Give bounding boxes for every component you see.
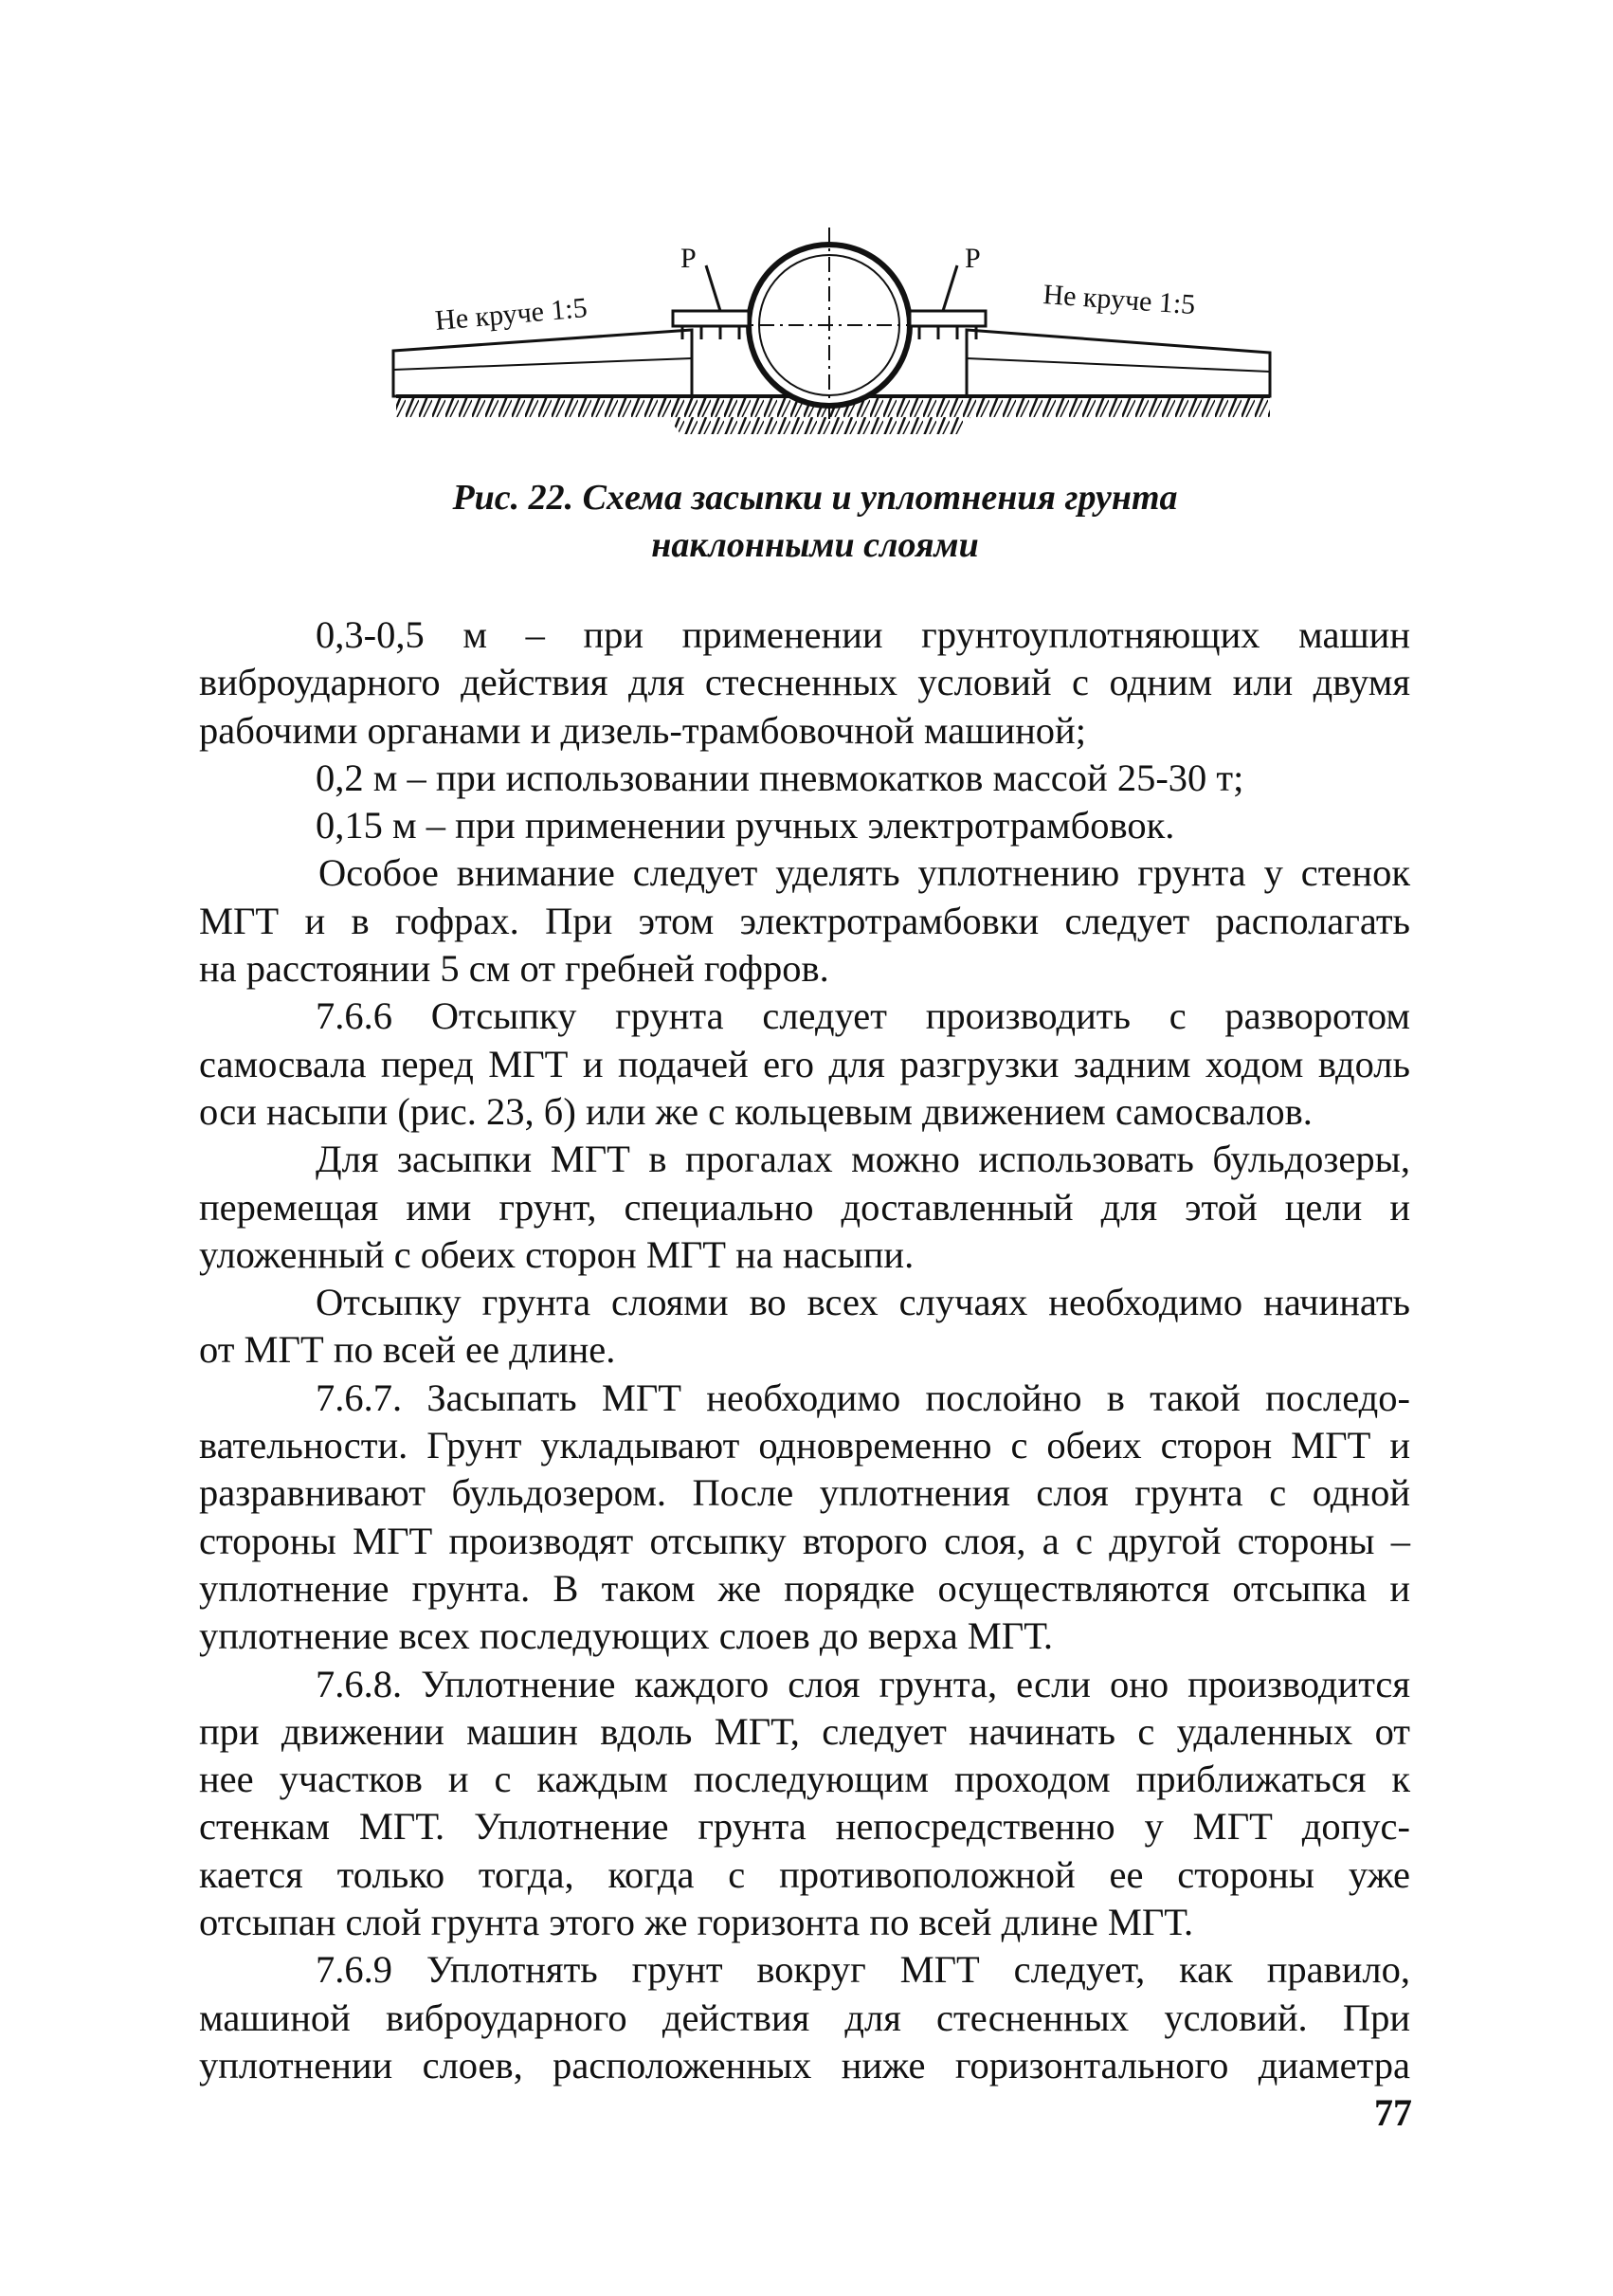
text-line: 0,2 м – при использовании пневмокатков массой 25-30 т; xyxy=(316,756,1244,799)
text-line: вательности. Грунт укладывают одновременно с обеих сторон МГТ и xyxy=(199,1424,1410,1467)
text-line: 0,15 м – при применении ручных электротрамбовок. xyxy=(316,804,1175,847)
text-line: машиной виброударного действия для стесненных условий. При xyxy=(199,1995,1410,2039)
text-line: рабочими органами и дизель-трамбовочной машиной; xyxy=(199,708,1086,752)
text-line: уплотнение всех последующих слоев до верха МГТ. xyxy=(199,1614,1054,1658)
slope-label-right: Не круче 1:5 xyxy=(1042,279,1197,321)
slope-label-left: Не круче 1:5 xyxy=(433,292,589,337)
layer-line-right xyxy=(967,358,1270,372)
text-line: стенкам МГТ. Уплотнение грунта непосредственно у МГТ допус- xyxy=(199,1805,1410,1849)
text-line: МГТ и в гофрах. При этом электротрамбовки следует располагать xyxy=(199,899,1410,942)
text-line: нее участков и с каждым последующим проходом приближаться к xyxy=(199,1758,1410,1801)
figure-backfill-scheme xyxy=(379,209,1289,455)
text-line: 7.6.9 Уплотнять грунт вокруг МГТ следует, как правило, xyxy=(316,1948,1410,1992)
text-line: перемещая ими грунт, специально доставленный для этой цели и xyxy=(199,1185,1410,1229)
text-line: 0,3-0,5 м – при применении грунтоуплотняющих машин xyxy=(316,613,1410,656)
compactor-right xyxy=(910,265,986,339)
compactor-left xyxy=(673,265,749,339)
caption-line-2: наклонными слоями xyxy=(651,525,979,565)
body-text xyxy=(199,611,1410,2089)
text-line: отсыпан слой грунта этого же горизонта по всей длине МГТ. xyxy=(199,1901,1194,1944)
load-label-right: P xyxy=(965,243,981,274)
text-line: виброударного действия для стесненных условий с одним или двумя xyxy=(199,661,1410,704)
text-line: при движении машин вдоль МГТ, следует начинать с удаленных от xyxy=(199,1709,1410,1753)
load-label-left: P xyxy=(680,243,697,274)
text-line: кается только тогда, когда с противоположной ее стороны уже xyxy=(199,1852,1410,1896)
text-line: Отсыпку грунта слоями во всех случаях необходимо начинать xyxy=(316,1281,1410,1324)
text-line: уплотнении слоев, расположенных ниже горизонтального диаметра xyxy=(199,2043,1410,2086)
text-line: уплотнение грунта. В таком же порядке осуществляются отсыпка и xyxy=(199,1566,1410,1610)
text-line: разравнивают бульдозером. После уплотнения слоя грунта с одной xyxy=(199,1471,1410,1515)
text-line: стороны МГТ производят отсыпку второго слоя, а с другой стороны – xyxy=(199,1519,1410,1562)
text-line: 7.6.8. Уплотнение каждого слоя грунта, если оно производится xyxy=(316,1662,1410,1705)
text-line: оси насыпи (рис. 23, б) или же с кольцевым движением самосвалов. xyxy=(199,1089,1313,1133)
text-line: Для засыпки МГТ в прогалах можно использовать бульдозеры, xyxy=(316,1138,1410,1181)
page-number: 77 xyxy=(1374,2091,1412,2134)
text-line: Особое внимание следует уделять уплотнению грунта у стенок xyxy=(318,851,1410,895)
text-line: 7.6.6 Отсыпку грунта следует производить с разворотом xyxy=(316,994,1410,1038)
layer-line-left xyxy=(393,358,692,370)
text-line: самосвала перед МГТ и подачей его для разгрузки задним ходом вдоль xyxy=(199,1042,1410,1085)
ground-hatch-right xyxy=(967,396,1270,417)
text-line: от МГТ по всей ее длине. xyxy=(199,1328,616,1372)
figure-caption xyxy=(246,474,1384,569)
backfill-diagram xyxy=(379,209,1289,455)
embankment-right xyxy=(967,330,1270,396)
text-line: уложенный с обеих сторон МГТ на насыпи. xyxy=(199,1232,915,1276)
text-line: на расстоянии 5 см от гребней гофров. xyxy=(199,947,829,991)
text-line: 7.6.7. Засыпать МГТ необходимо послойно в такой последо- xyxy=(316,1376,1410,1419)
caption-line-1: Рис. 22. Схема засыпки и уплотнения грунта xyxy=(452,478,1178,518)
